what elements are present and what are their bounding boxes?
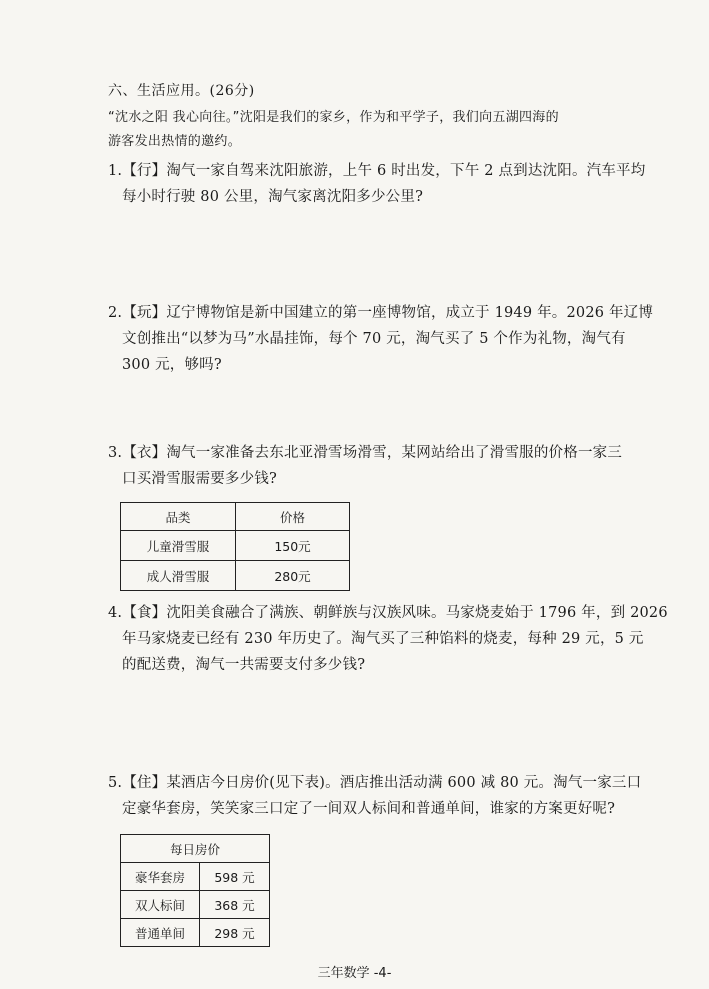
question-text-line-1: 淘气一家自驾来沈阳旅游，上午 6 时出发，下午 2 点到达沈阳。汽车平均 xyxy=(166,163,646,179)
table-cell: 成人滑雪服 xyxy=(121,561,236,591)
table-row xyxy=(121,561,350,591)
question-text-line-2: 定豪华套房，笑笑家三口定了一间双人标间和普通单间，谁家的方案更好呢? xyxy=(122,801,616,817)
question-text-line-1: 辽宁博物馆是新中国建立的第一座博物馆，成立于 1949 年。2026 年辽博 xyxy=(166,305,654,321)
question-number: 1. xyxy=(108,163,123,179)
question-tag: 【玩】 xyxy=(122,305,167,321)
question-text-line-2: 年马家烧麦已经有 230 年历史了。淘气买了三种馅料的烧麦，每种 29 元，5 元 xyxy=(122,631,644,647)
table-cell: 150元 xyxy=(236,531,350,561)
table-cell: 普通单间 xyxy=(121,919,200,947)
table-header-category: 品类 xyxy=(121,503,236,531)
table-cell: 双人标间 xyxy=(121,891,200,919)
table-row xyxy=(121,891,270,919)
question-tag: 【食】 xyxy=(122,605,167,621)
hotel-room-price-table xyxy=(120,834,270,947)
question-number: 4. xyxy=(108,605,123,621)
question-tag: 【住】 xyxy=(122,775,167,791)
question-text-line-1: 沈阳美食融合了满族、朝鲜族与汉族风味。马家烧麦始于 1796 年，到 2026 xyxy=(166,605,668,621)
question-text-line-3: 300 元，够吗? xyxy=(122,357,222,373)
table-cell: 368 元 xyxy=(200,891,270,919)
ski-suit-price-table xyxy=(120,502,350,591)
question-text-line-3: 的配送费，淘气一共需要支付多少钱? xyxy=(122,657,366,673)
table-header-price: 价格 xyxy=(236,503,350,531)
question-number: 2. xyxy=(108,305,123,321)
question-1 xyxy=(108,158,698,210)
page-footer: 三年数学 -4- xyxy=(317,966,392,981)
table-cell: 豪华套房 xyxy=(121,863,200,891)
table-row xyxy=(121,919,270,947)
table-cell: 598 元 xyxy=(200,863,270,891)
question-number: 3. xyxy=(108,445,123,461)
question-text-line-2: 文创推出“以梦为马”水晶挂饰，每个 70 元，淘气买了 5 个作为礼物，淘气有 xyxy=(122,331,626,347)
question-text-line-1: 某酒店今日房价(见下表)。酒店推出活动满 600 减 80 元。淘气一家三口 xyxy=(166,775,642,791)
table-row xyxy=(121,863,270,891)
question-3 xyxy=(108,440,698,492)
question-tag: 【行】 xyxy=(122,163,167,179)
question-tag: 【衣】 xyxy=(122,445,167,461)
question-4 xyxy=(108,600,698,678)
table-row xyxy=(121,531,350,561)
question-5 xyxy=(108,770,698,822)
question-text-line-2: 口买滑雪服需要多少钱? xyxy=(122,471,277,487)
intro-line-2: 游客发出热情的邀约。 xyxy=(108,134,242,149)
question-number: 5. xyxy=(108,775,123,791)
section-intro xyxy=(108,106,668,154)
table-cell: 298 元 xyxy=(200,919,270,947)
question-text-line-1: 淘气一家准备去东北亚滑雪场滑雪，某网站给出了滑雪服的价格一家三 xyxy=(166,445,623,461)
table-cell: 280元 xyxy=(236,561,350,591)
question-2 xyxy=(108,300,698,378)
section-title: 六、生活应用。(26分) xyxy=(108,83,255,99)
question-text-line-2: 每小时行驶 80 公里，淘气家离沈阳多少公里? xyxy=(122,189,424,205)
table-title: 每日房价 xyxy=(121,835,270,863)
intro-line-1: “沈水之阳 我心向往。”沈阳是我们的家乡，作为和平学子，我们向五湖四海的 xyxy=(108,110,559,125)
table-cell: 儿童滑雪服 xyxy=(121,531,236,561)
